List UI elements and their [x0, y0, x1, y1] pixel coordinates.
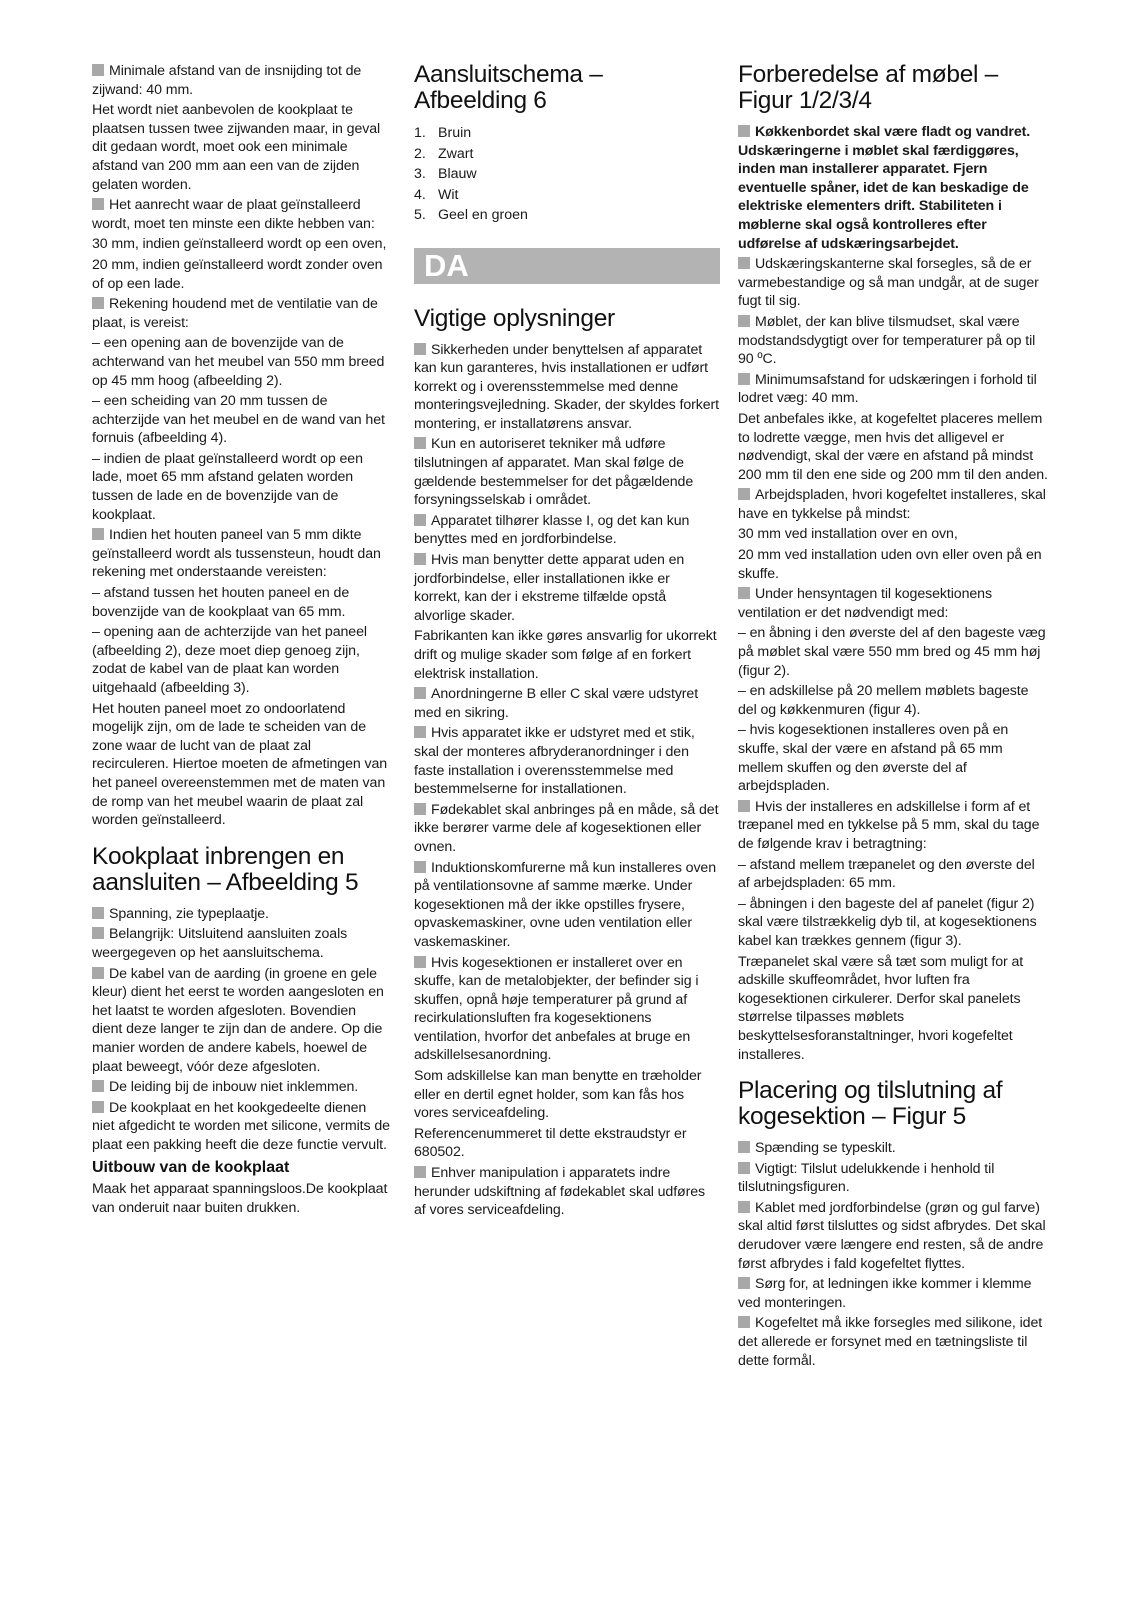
paragraph-text: Maak het apparaat spanningsloos.De kookplaat van onderuit naar buiten drukken. — [92, 1181, 388, 1217]
col3-paragraphs-2 — [738, 1139, 1048, 1370]
paragraph — [92, 450, 390, 524]
bullet-square-icon — [92, 528, 104, 540]
wire-color-list — [414, 123, 720, 226]
paragraph — [738, 546, 1048, 583]
heading-forberedelse-af-mobel: Forberedelse af møbel – Figur 1/2/3/4 — [738, 61, 999, 114]
paragraph-text: Hvis kogesektionen er installeret over en skuffe, kan de metalobjekter, der befinder sig i skuffen, opnå høje temperaturer på grund af recirkulationsluften fra kogesektionens ventilation, hvorfor det anbefales at bruge en adskillelsesanordning. — [414, 954, 699, 1064]
paragraph-text: – opening aan de achterzijde van het paneel (afbeelding 2), deze moet diep genoeg zijn, zodat de kabel van de plaat kan worden uitgehaald (afbeelding 3). — [92, 624, 367, 696]
paragraph — [92, 235, 390, 254]
paragraph — [92, 965, 390, 1077]
col2-paragraphs — [414, 341, 720, 1220]
bullet-square-icon — [414, 1166, 426, 1178]
paragraph-text: – een opening aan de bovenzijde van de achterwand van het meubel van 550 mm breed op 45 mm hoog (afbeelding 2). — [92, 335, 385, 389]
paragraph — [738, 953, 1048, 1065]
paragraph-text: Hvis der installeres en adskillelse i form af et træpanel med en tykkelse på 5 mm, skal du tage de følgende krav i betragtning: — [738, 798, 1040, 852]
paragraph-text: Hvis man benytter dette apparat uden en jordforbindelse, eller installationen ikke er korrekt, kan der i ekstreme tilfælde opstå alvorlige skader. — [414, 552, 685, 624]
bullet-square-icon — [738, 1316, 750, 1328]
paragraph-text: Kun en autoriseret tekniker må udføre tilslutningen af apparatet. Man skal følge de gældende bestemmelser for det pågældende forsyningsselskab i området. — [414, 436, 694, 509]
col1-paragraphs-2 — [92, 905, 390, 1155]
bullet-square-icon — [414, 687, 426, 699]
paragraph-text: Det anbefales ikke, at kogefeltet placeres mellem to lodrette vægge, men hvis det alligevel er nødvendigt, skal der være en afstand på mindst 200 mm til den ene side og 200 mm til den anden. — [738, 410, 1048, 483]
paragraph — [738, 371, 1048, 408]
bullet-square-icon — [414, 343, 426, 355]
column-2 — [414, 62, 720, 1222]
bullet-square-icon — [738, 488, 750, 500]
paragraph — [92, 526, 390, 582]
bullet-square-icon — [738, 257, 750, 269]
paragraph-text: – åbningen i den bageste del af panelet (figur 2) skal være tilstrækkelig dyb til, at kogesektionens kabel kan trækkes gennem (figur 3). — [738, 895, 1037, 949]
paragraph — [414, 512, 720, 549]
paragraph — [414, 627, 720, 683]
paragraph-text: Arbejdspladen, hvori kogefeltet installeres, skal have en tykkelse på mindst: — [738, 487, 1046, 522]
bullet-square-icon — [414, 803, 426, 815]
paragraph — [414, 801, 720, 857]
paragraph — [92, 700, 390, 830]
bullet-square-icon — [92, 967, 104, 979]
paragraph-text: 30 mm, indien geïnstalleerd wordt op een oven, — [92, 236, 387, 253]
paragraph — [414, 724, 720, 798]
paragraph — [738, 255, 1048, 311]
paragraph-text: Sørg for, at ledningen ikke kommer i klemme ved monteringen. — [738, 1276, 1032, 1311]
paragraph-text: Fabrikanten kan ikke gøres ansvarlig for ukorrekt drift og mulige skader som følge af en forkert elektrisk installation. — [414, 628, 717, 682]
bullet-square-icon — [738, 800, 750, 812]
paragraph-text: Sikkerheden under benyttelsen af apparatet kan kun garanteres, hvis installationen er udført korrekt og i overensstemmelse med denne monteringsvejledning. Skader, der skyldes forkert montering, er installatørens ansvar. — [414, 341, 720, 432]
paragraph — [738, 721, 1048, 795]
paragraph — [414, 859, 720, 952]
paragraph — [92, 1078, 390, 1097]
bullet-square-icon — [738, 1162, 750, 1174]
paragraph — [414, 551, 720, 625]
paragraph-text: – hvis kogesektionen installeres oven på en skuffe, skal der være en afstand på 65 mm mellem skuffen og den øverste del af arbejdspladen. — [738, 722, 1009, 795]
bullet-square-icon — [92, 297, 104, 309]
language-section-bar — [414, 248, 720, 284]
paragraph-text: Induktionskomfurerne må kun installeres oven på ventilationsovne af samme mærke. Under kogesektionen må der ikke opstilles frysere, opvaskemaskiner, ovne uden ventilation eller vaskemaskiner. — [414, 859, 717, 950]
paragraph-text: Het wordt niet aanbevolen de kookplaat te plaatsen tussen twee zijwanden maar, in geval dit gedaan wordt, moet ook een minimale afstand van 200 mm aan een van de zijden gelaten worden. — [92, 102, 381, 193]
bullet-square-icon — [414, 726, 426, 738]
paragraph — [92, 101, 390, 194]
paragraph — [414, 435, 720, 509]
paragraph-text: De kookplaat en het kookgedeelte dienen niet afgedicht te worden met silicone, vermits de plaat een pakking heeft die deze functie vervult. — [92, 1099, 390, 1153]
paragraph-text: Minimumsafstand for udskæringen i forhold til lodret væg: 40 mm. — [738, 371, 1037, 407]
paragraph-text: Under hensyntagen til kogesektionens ventilation er det nødvendigt med: — [738, 586, 992, 621]
paragraph-text: Indien het houten paneel van 5 mm dikte geïnstalleerd wordt als tussensteun, houdt dan rekening met onderstaande vereisten: — [92, 527, 381, 581]
paragraph-text: – afstand tussen het houten paneel en de bovenzijde van de kookplaat van 65 mm. — [92, 585, 350, 620]
paragraph-text: Som adskillelse kan man benytte en træholder eller en dertil egnet holder, som kan fås hos vores serviceafdeling. — [414, 1068, 702, 1122]
paragraph-text: Referencenummeret til dette ekstraudstyr er 680502. — [414, 1125, 687, 1161]
paragraph — [738, 525, 1048, 544]
bullet-square-icon — [414, 437, 426, 449]
paragraph-text: Træpanelet skal være så tæt som muligt for at adskille skuffeområdet, hvor luften fra kogesektionen cirkulerer. Derfor skal panelets størrelse tilpasses møblets beskyttelsesforanstaltninger, hvori kogefeltet installeres. — [738, 953, 1024, 1063]
paragraph — [738, 856, 1048, 893]
paragraph — [92, 623, 390, 697]
paragraph-text: Anordningerne B eller C skal være udstyret med en sikring. — [414, 686, 699, 721]
bullet-square-icon — [92, 927, 104, 939]
paragraph-text: 20 mm ved installation uden ovn eller oven på en skuffe. — [738, 547, 1042, 582]
bullet-square-icon — [738, 125, 750, 137]
heading-placering-og-tilslutning: Placering og tilslutning af kogesektion – Figur 5 — [738, 1077, 1003, 1131]
bullet-square-icon — [92, 1080, 104, 1092]
paragraph — [92, 1099, 390, 1155]
paragraph — [414, 1125, 720, 1162]
bullet-square-icon — [738, 373, 750, 385]
bullet-square-icon — [738, 1141, 750, 1153]
subheading-uitbouw: Uitbouw van de kookplaat — [92, 1159, 290, 1177]
paragraph — [738, 798, 1048, 854]
bullet-square-icon — [414, 861, 426, 873]
paragraph-text: De leiding bij de inbouw niet inklemmen. — [109, 1079, 359, 1096]
column-1 — [92, 62, 390, 1220]
paragraph — [92, 334, 390, 390]
paragraph-text: Møblet, der kan blive tilsmudset, skal være modstandsdygtigt over for temperaturer på op til 90 ºC. — [738, 313, 1036, 368]
paragraph-text: 20 mm, indien geïnstalleerd wordt zonder oven of op een lade. — [92, 256, 383, 292]
bullet-square-icon — [414, 956, 426, 968]
paragraph-text: Hvis apparatet ikke er udstyret med et stik, skal der monteres afbryderanordninger i den faste installation i overensstemmelse med bestemmelserne for installationen. — [414, 725, 695, 798]
bullet-square-icon — [738, 1201, 750, 1213]
list-item: 4. Wit — [414, 186, 459, 203]
list-item: 1. Bruin — [414, 125, 472, 141]
bullet-square-icon — [738, 587, 750, 599]
paragraph-text: Rekening houdend met de ventilatie van de plaat, is vereist: — [92, 296, 378, 331]
paragraph-text: – indien de plaat geïnstalleerd wordt op een lade, moet 65 mm afstand gelaten worden tussen de lade en de bovenzijde van de kookplaat. — [92, 450, 363, 523]
paragraph-text: 30 mm ved installation over en ovn, — [738, 526, 958, 543]
paragraph — [92, 392, 390, 448]
paragraph-text: Het houten paneel moet zo ondoorlatend mogelijk zijn, om de lade te scheiden van de zone waar de lucht van de plaat zal recirculeren. Hiertoe moeten de afmetingen van het paneel overeenstemmen met de maten van de romp van het meubel waarin de plaat zal worden geïnstalleerd. — [92, 700, 388, 829]
bullet-square-icon — [738, 1277, 750, 1289]
paragraph — [738, 1275, 1048, 1312]
paragraph-text: Fødekablet skal anbringes på en måde, så det ikke berører varme dele af kogesektionen eller ovnen. — [414, 801, 719, 855]
bullet-square-icon — [92, 64, 104, 76]
paragraph — [414, 685, 720, 722]
paragraph — [92, 1180, 390, 1217]
paragraph — [92, 62, 390, 99]
paragraph-text: Spanning, zie typeplaatje. — [109, 905, 269, 922]
paragraph-text: – een scheiding van 20 mm tussen de achterzijde van het meubel en de wand van het fornuis (afbeelding 4). — [92, 393, 385, 447]
paragraph-text: Minimale afstand van de insnijding tot de zijwand: 40 mm. — [92, 63, 362, 98]
paragraph-text: Het aanrecht waar de plaat geïnstalleerd wordt, moet ten minste een dikte hebben van: — [92, 197, 375, 232]
paragraph-text: Kogefeltet må ikke forsegles med silikone, idet det allerede er forsynet med en tætningsliste til dette formål. — [738, 1315, 1043, 1369]
paragraph — [92, 295, 390, 332]
paragraph — [738, 585, 1048, 622]
paragraph — [738, 313, 1048, 369]
paragraph-text: Udskæringskanterne skal forsegles, så de er varmebestandige og så man undgår, at de suger fugt til sig. — [738, 256, 1039, 310]
heading-vigtige-oplysninger: Vigtige oplysninger — [414, 304, 615, 332]
paragraph-text: – afstand mellem træpanelet og den øverste del af arbejdspladen: 65 mm. — [738, 856, 1035, 892]
bullet-square-icon — [92, 907, 104, 919]
paragraph-text: Apparatet tilhører klasse I, og det kan kun benyttes med en jordforbindelse. — [414, 512, 690, 548]
paragraph — [414, 341, 720, 434]
paragraph — [414, 1164, 720, 1220]
bullet-square-icon — [92, 1101, 104, 1113]
bullet-square-icon — [738, 315, 750, 327]
list-item: 2. Zwart — [414, 145, 474, 162]
paragraph — [92, 905, 390, 924]
heading-aansluitschema: Aansluitschema – Afbeelding 6 — [414, 61, 603, 114]
paragraph — [92, 256, 390, 293]
paragraph — [738, 486, 1048, 523]
col1-paragraphs-3 — [92, 1180, 390, 1217]
list-item: 3. Blauw — [414, 166, 477, 182]
paragraph — [738, 1199, 1048, 1273]
language-code: DA — [424, 247, 469, 283]
paragraph — [738, 123, 1048, 253]
paragraph-text: – en adskillelse på 20 mellem møblets bageste del og køkkenmuren (figur 4). — [738, 683, 1029, 718]
paragraph-text: Belangrijk: Uitsluitend aansluiten zoals weergegeven op het aansluitschema. — [92, 926, 348, 961]
paragraph-text: Køkkenbordet skal være fladt og vandret. Udskæringerne i møblet skal færdiggøres, inden man installerer apparatet. Fjern eventuelle spåner, idet de kan beskadige de elektriske elementers drift. Stabiliteten i møblerne skal også kontrolleres efter udførelse af udskæringsarbejdet. — [738, 124, 1031, 252]
list-item: 5. Geel en groen — [414, 207, 528, 223]
paragraph — [738, 682, 1048, 719]
paragraph — [738, 1314, 1048, 1370]
col1-paragraphs — [92, 62, 390, 830]
bullet-square-icon — [92, 198, 104, 210]
bullet-square-icon — [414, 553, 426, 565]
paragraph-text: Vigtigt: Tilslut udelukkende i henhold til tilslutningsfiguren. — [738, 1160, 995, 1196]
paragraph-text: Enhver manipulation i apparatets indre herunder udskiftning af fødekablet skal udføres af vores serviceafdeling. — [414, 1165, 706, 1219]
paragraph — [738, 1139, 1048, 1158]
paragraph — [92, 925, 390, 962]
paragraph — [738, 410, 1048, 484]
paragraph — [738, 624, 1048, 680]
paragraph-text: De kabel van de aarding (in groene en gele kleur) dient het eerst te worden aangesloten en het laatst te worden afgesloten. Bovendien dient deze langer te zijn dan de andere. Op die manier worden de andere kabels, hoewel de plaat beweegt, vóór deze afgesloten. — [92, 965, 384, 1075]
paragraph — [92, 196, 390, 233]
paragraph — [414, 954, 720, 1066]
paragraph — [738, 1160, 1048, 1197]
paragraph — [738, 895, 1048, 951]
heading-kookplaat-inbrengen: Kookplaat inbrengen en aansluiten – Afbeelding 5 — [92, 842, 359, 896]
paragraph — [92, 584, 390, 621]
paragraph-text: Kablet med jordforbindelse (grøn og gul farve) skal altid først tilsluttes og sidst afbrydes. Det skal derudover være længere end resten, så de andre først afbrydes i fald kogefeltet flyttes. — [738, 1199, 1046, 1272]
paragraph-text: – en åbning i den øverste del af den bageste væg på møblet skal være 550 mm bred og 45 mm høj (figur 2). — [738, 625, 1046, 679]
col3-paragraphs — [738, 123, 1048, 1064]
paragraph-text: Spænding se typeskilt. — [755, 1140, 896, 1157]
bullet-square-icon — [414, 514, 426, 526]
paragraph — [414, 1067, 720, 1123]
column-3 — [738, 62, 1048, 1372]
